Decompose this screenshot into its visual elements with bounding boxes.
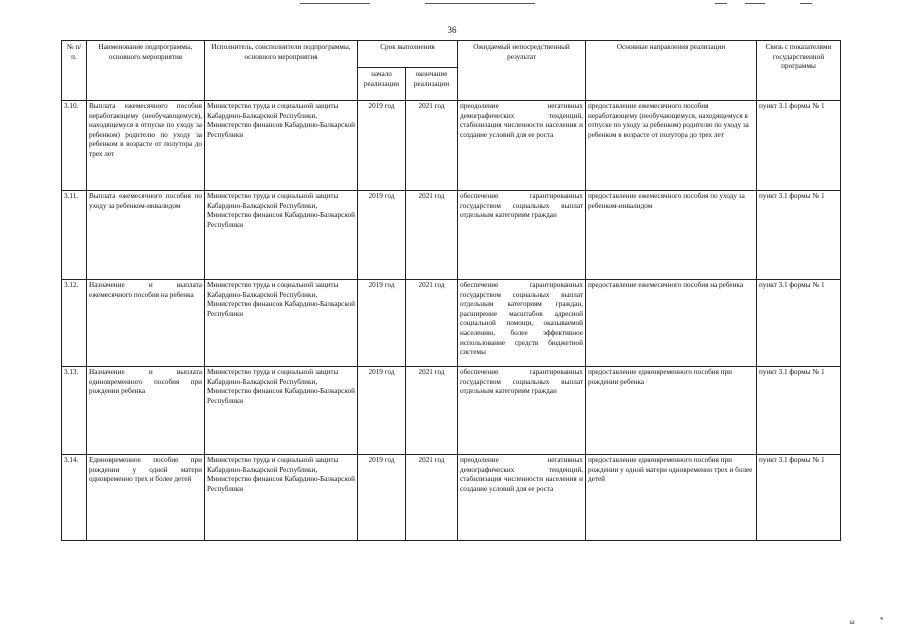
row-directions: предоставление единовременного пособия при рождении у одной матери одновременно трех и более детей bbox=[586, 455, 757, 541]
row-end: 2021 год bbox=[406, 280, 458, 367]
row-start: 2019 год bbox=[358, 191, 406, 280]
row-executor: Министерство труда и социальной защиты Кабардино-Балкарской Республики, Министерство финансов Кабардино-Балкарской Республики bbox=[205, 367, 358, 455]
header-executor: Исполнитель, соисполнители подпрограммы, основного мероприятия bbox=[205, 41, 358, 101]
row-end: 2021 год bbox=[406, 191, 458, 280]
row-num: 3.12. bbox=[62, 280, 87, 367]
row-num: 3.14. bbox=[62, 455, 87, 541]
header-directions: Основные направления реализации bbox=[586, 41, 757, 101]
scan-artifact-line bbox=[800, 3, 812, 4]
header-result: Ожидаемый непосредственный результат bbox=[458, 41, 586, 101]
row-result: преодоление негативных демографических тенденций, стабилизация численности населения и создание условий для ее роста bbox=[458, 455, 586, 541]
header-term: Срок выполнения bbox=[358, 41, 458, 68]
header-term-start: начало реализации bbox=[358, 68, 406, 101]
row-start: 2019 год bbox=[358, 101, 406, 191]
header-term-end: окончание реализации bbox=[406, 68, 458, 101]
row-link: пункт 3.1 формы № 1 bbox=[757, 101, 841, 191]
row-num: 3.13. bbox=[62, 367, 87, 455]
row-link: пункт 3.1 формы № 1 bbox=[757, 455, 841, 541]
scan-artifact-line bbox=[745, 3, 765, 4]
row-name: Выплата ежемесячного пособия неработающему (необучающемуся), находящемуся в отпуске по уходу за ребенком) родителю по уходу за ребенком в возрасте от полутора до трех лет bbox=[87, 101, 205, 191]
table-row bbox=[62, 101, 841, 191]
scan-mark: ы bbox=[850, 618, 855, 626]
scan-mark: * bbox=[880, 616, 884, 624]
row-result: обеспечение гарантированных государством социальных выплат отдельным категориям граждан bbox=[458, 367, 586, 455]
row-directions: предоставление ежемесячного пособия на ребенка bbox=[586, 280, 757, 367]
row-executor: Министерство труда и социальной защиты Кабардино-Балкарской Республики, Министерство финансов Кабардино-Балкарской Республики bbox=[205, 280, 358, 367]
scan-artifact-line bbox=[425, 3, 535, 4]
row-name: Единовременное пособие при рождении у одной матери одновременно трех и более детей bbox=[87, 455, 205, 541]
page-number: 36 bbox=[447, 25, 457, 35]
table-row bbox=[62, 367, 841, 455]
row-link: пункт 3.1 формы № 1 bbox=[757, 280, 841, 367]
table-row bbox=[62, 280, 841, 367]
header-link: Связь с показателями государственной программы bbox=[757, 41, 841, 101]
row-executor: Министерство труда и социальной защиты Кабардино-Балкарской Республики, Министерство финансов Кабардино-Балкарской Республики bbox=[205, 455, 358, 541]
row-start: 2019 год bbox=[358, 367, 406, 455]
scan-artifact-line bbox=[715, 3, 727, 4]
row-result: обеспечение гарантированных государством социальных выплат отдельным категориям граждан bbox=[458, 191, 586, 280]
row-num: 3.11. bbox=[62, 191, 87, 280]
row-link: пункт 3.1 формы № 1 bbox=[757, 191, 841, 280]
table-row bbox=[62, 191, 841, 280]
row-name: Назначение и выплата единовременного пособия при рождении ребенка bbox=[87, 367, 205, 455]
row-directions: предоставление ежемесячного пособия по уходу за ребенком-инвалидом bbox=[586, 191, 757, 280]
header-name: Наименование подпрограммы, основного мероприятия bbox=[87, 41, 205, 101]
row-start: 2019 год bbox=[358, 280, 406, 367]
row-directions: предоставление ежемесячного пособия неработающему (необучающемуся, находящемуся в отпуске по уходу за ребенком) родителю по уходу за ребенком в возрасте от полутора до трех лет bbox=[586, 101, 757, 191]
activities-table bbox=[61, 40, 841, 541]
row-executor: Министерство труда и социальной защиты Кабардино-Балкарской Республики, Министерство финансов Кабардино-Балкарской Республики bbox=[205, 191, 358, 280]
row-executor: Министерство труда и социальной защиты Кабардино-Балкарской Республики, Министерство финансов Кабардино-Балкарской Республики bbox=[205, 101, 358, 191]
row-link: пункт 3.1 формы № 1 bbox=[757, 367, 841, 455]
row-result: обеспечение гарантированных государством социальных выплат отдельным категориям граждан, расширение масштабов адресной социальной помощи, оказываемой населению, более эффективное использование средств бюджетной системы bbox=[458, 280, 586, 367]
row-result: преодоление негативных демографических тенденций, стабилизация численности населения и создание условий для ее роста bbox=[458, 101, 586, 191]
table-row bbox=[62, 455, 841, 541]
row-directions: предоставление единовременного пособия при рождении ребенка bbox=[586, 367, 757, 455]
row-end: 2021 год bbox=[406, 101, 458, 191]
row-start: 2019 год bbox=[358, 455, 406, 541]
row-end: 2021 год bbox=[406, 367, 458, 455]
header-num: № п/п. bbox=[62, 41, 87, 101]
row-name: Назначение и выплата ежемесячного пособия на ребенка bbox=[87, 280, 205, 367]
scan-artifact-line bbox=[300, 3, 370, 4]
row-name: Выплата ежемесячного пособия по уходу за ребенком-инвалидом bbox=[87, 191, 205, 280]
row-end: 2021 год bbox=[406, 455, 458, 541]
row-num: 3.10. bbox=[62, 101, 87, 191]
